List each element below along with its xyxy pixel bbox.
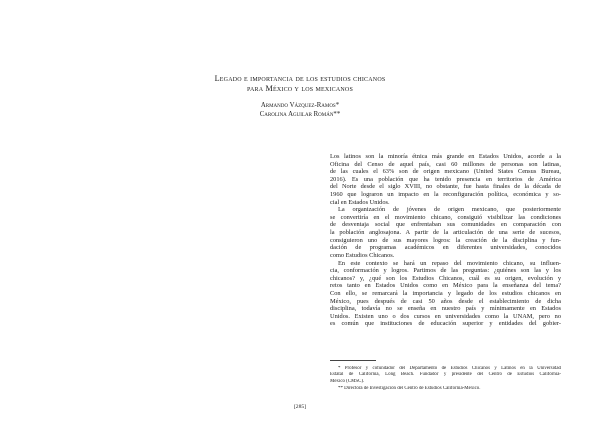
body-line: chicanos? y, ¿qué son los Estudios Chicanos, cuál es su origen, evolución y — [330, 274, 561, 282]
footnote-line: ** Directora de Investigación del Centro de Estudios California-México. — [338, 386, 481, 391]
body-line: consiguieron uno de sus mayores logros: la creación de la disciplina y fun- — [330, 236, 561, 244]
body-line: 2016). Es una población que ha tenido presencia en territorios de América — [330, 175, 561, 183]
body-line: disciplina, todavía no se enseña en nuestro país y mínimamente en Estados — [330, 305, 561, 313]
body-line: México, pues después de casi 50 años desde el establecimiento de dicha — [330, 297, 561, 305]
footnote-divider — [330, 360, 376, 361]
article-body — [330, 153, 561, 328]
footnote-2 — [330, 386, 561, 392]
body-line: del Norte desde el siglo XVIII, no obstante, fue hasta finales de la década de — [330, 183, 561, 191]
body-line: cial en Estados Unidos. — [330, 198, 390, 206]
body-line: 1960 que lograron un impacto en la reconfiguración política, económica y so- — [330, 191, 561, 199]
footnote-1 — [330, 366, 561, 385]
body-line: de las cuales el 63% son de origen mexicano (United States Census Bureau, — [330, 168, 561, 176]
body-line: cia, conformación y logros. Partimos de las preguntas: ¿quiénes son las y los — [330, 267, 561, 275]
footnote-line: México (CMSC). — [330, 378, 365, 384]
body-line: Los latinos son la minoría étnica más grande en Estados Unidos, acorde a la — [330, 153, 561, 160]
body-line: retos tanto en Estados Unidos como en México para la enseñanza del tema? — [330, 282, 561, 290]
author-2: Carolina Aguilar Román** — [259, 111, 341, 118]
body-line: es común que instituciones de educación superior y entidades del gobier- — [330, 320, 561, 328]
body-line: como Estudios Chicanos. — [330, 251, 395, 259]
article-title-line-2: para México y los mexicanos — [247, 84, 353, 93]
body-line: la población anglosajona. A partir de la articulación de una serie de sucesos, — [330, 229, 561, 237]
body-line: se convertiría en el movimiento chicano, consiguió visibilizar las condiciones — [330, 213, 561, 221]
author-1: Armando Vázquez-Ramos* — [260, 102, 340, 109]
footnote-line: Estatal de California, Long Beach. Fundador y presidente del Centro de Estudios California- — [330, 372, 561, 378]
body-line: La organización de jóvenes de origen mexicano, que posteriormente — [338, 206, 561, 214]
body-line: Unidos. Existen uno o dos cursos en universidades como la UNAM, pero no — [330, 312, 561, 320]
body-line: de desventaja social que enfrentaban sus comunidades en comparación con — [330, 221, 561, 229]
body-line: Oficina del Censo de aquel país, casi 60 millones de personas son latinas, — [330, 160, 561, 168]
body-line: dación de programas académicos en diferentes universidades, conocidos — [330, 244, 561, 252]
body-line: En este contexto se hará un repaso del movimiento chicano, su influen- — [338, 259, 561, 267]
footnote-line: * Profesor y cofundador del Departamento de Estudios Chicanos y Latinos en la Universidad — [338, 366, 561, 371]
article-title-line-1: Legado e importancia de los estudios chicanos — [214, 74, 386, 83]
body-line: Con ello, se remarcará la importancia y legado de los estudios chicanos en — [330, 289, 561, 297]
page-number: [285] — [293, 404, 307, 410]
